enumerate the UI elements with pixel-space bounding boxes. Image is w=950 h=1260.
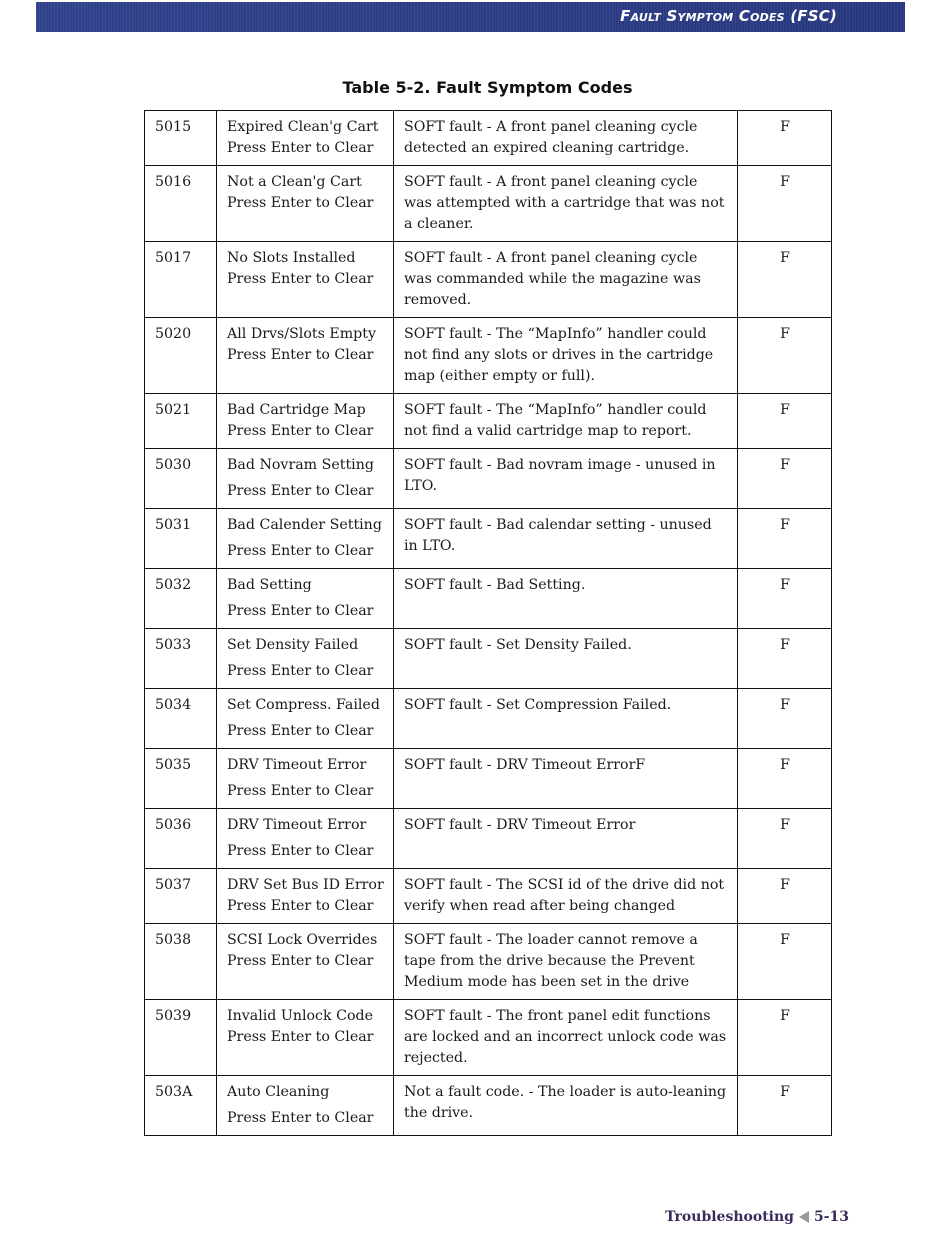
fault-flag: F xyxy=(738,394,832,449)
message-line-2: Press Enter to Clear xyxy=(227,663,374,679)
fault-description: SOFT fault - DRV Timeout Error xyxy=(394,809,738,869)
message-line-2: Press Enter to Clear xyxy=(227,843,374,859)
table-row xyxy=(145,749,832,809)
message-line-1: Bad Novram Setting xyxy=(227,457,374,473)
fault-description: SOFT fault - DRV Timeout ErrorF xyxy=(394,749,738,809)
fault-code: 5030 xyxy=(145,449,217,509)
table-row xyxy=(145,809,832,869)
fault-description: SOFT fault - The “MapInfo” handler could not find a valid cartridge map to report. xyxy=(394,394,738,449)
fault-description: SOFT fault - Bad novram image - unused in LTO. xyxy=(394,449,738,509)
fault-flag: F xyxy=(738,509,832,569)
display-message xyxy=(217,924,394,1000)
table-caption: Table 5-2. Fault Symptom Codes xyxy=(342,78,633,97)
display-message xyxy=(217,166,394,242)
message-line-2: Press Enter to Clear xyxy=(227,140,374,156)
fault-flag: F xyxy=(738,166,832,242)
fault-flag: F xyxy=(738,869,832,924)
message-line-1: Set Density Failed xyxy=(227,637,359,653)
fault-description: SOFT fault - The “MapInfo” handler could not find any slots or drives in the cartridge map (either empty or full). xyxy=(394,318,738,394)
fault-description: SOFT fault - A front panel cleaning cycle was attempted with a cartridge that was not a cleaner. xyxy=(394,166,738,242)
table-body xyxy=(145,111,832,1136)
message-line-1: Bad Setting xyxy=(227,577,312,593)
fault-description: SOFT fault - Bad calendar setting - unused in LTO. xyxy=(394,509,738,569)
fault-code: 5039 xyxy=(145,1000,217,1076)
fault-code: 5016 xyxy=(145,166,217,242)
message-line-1: Expired Clean'g Cart xyxy=(227,119,379,135)
page-number: 5-13 xyxy=(813,1209,849,1225)
table-row xyxy=(145,869,832,924)
message-line-2: Press Enter to Clear xyxy=(227,783,374,799)
fault-flag: F xyxy=(738,569,832,629)
fault-flag: F xyxy=(738,749,832,809)
display-message xyxy=(217,869,394,924)
fault-code: 5034 xyxy=(145,689,217,749)
message-line-2: Press Enter to Clear xyxy=(227,1029,374,1045)
display-message xyxy=(217,689,394,749)
fault-code: 5015 xyxy=(145,111,217,166)
fault-code: 5036 xyxy=(145,809,217,869)
fault-code: 5037 xyxy=(145,869,217,924)
fault-code: 5021 xyxy=(145,394,217,449)
display-message xyxy=(217,318,394,394)
fault-symptom-codes-table xyxy=(144,110,832,1136)
message-line-1: SCSI Lock Overrides xyxy=(227,932,378,948)
fault-flag: F xyxy=(738,1076,832,1136)
display-message xyxy=(217,749,394,809)
message-line-2: Press Enter to Clear xyxy=(227,1110,374,1126)
display-message xyxy=(217,1076,394,1136)
message-line-1: Set Compress. Failed xyxy=(227,697,380,713)
message-line-2: Press Enter to Clear xyxy=(227,603,374,619)
message-line-1: DRV Timeout Error xyxy=(227,817,367,833)
display-message xyxy=(217,449,394,509)
fault-description: SOFT fault - A front panel cleaning cycle was commanded while the magazine was removed. xyxy=(394,242,738,318)
fault-description: Not a fault code. - The loader is auto-leaning the drive. xyxy=(394,1076,738,1136)
message-line-2: Press Enter to Clear xyxy=(227,953,374,969)
message-line-1: Not a Clean'g Cart xyxy=(227,174,362,190)
fault-flag: F xyxy=(738,924,832,1000)
table-row xyxy=(145,924,832,1000)
display-message xyxy=(217,629,394,689)
fault-description: SOFT fault - A front panel cleaning cycle detected an expired cleaning cartridge. xyxy=(394,111,738,166)
fault-description: SOFT fault - The SCSI id of the drive did not verify when read after being changed xyxy=(394,869,738,924)
message-line-1: Bad Calender Setting xyxy=(227,517,382,533)
fault-flag: F xyxy=(738,111,832,166)
header-bar xyxy=(36,2,905,32)
display-message xyxy=(217,242,394,318)
display-message xyxy=(217,809,394,869)
table-row xyxy=(145,111,832,166)
table-row xyxy=(145,318,832,394)
message-line-2: Press Enter to Clear xyxy=(227,195,374,211)
display-message xyxy=(217,111,394,166)
message-line-2: Press Enter to Clear xyxy=(227,271,374,287)
footer-section: Troubleshooting xyxy=(665,1209,794,1225)
fault-flag: F xyxy=(738,689,832,749)
fault-code: 5033 xyxy=(145,629,217,689)
message-line-1: DRV Set Bus ID Error xyxy=(227,877,384,893)
message-line-2: Press Enter to Clear xyxy=(227,543,374,559)
display-message xyxy=(217,509,394,569)
message-line-1: No Slots Installed xyxy=(227,250,356,266)
fault-flag: F xyxy=(738,242,832,318)
fault-description: SOFT fault - The front panel edit functions are locked and an incorrect unlock code was rejected. xyxy=(394,1000,738,1076)
message-line-2: Press Enter to Clear xyxy=(227,723,374,739)
fault-description: SOFT fault - Set Density Failed. xyxy=(394,629,738,689)
fault-description: SOFT fault - Bad Setting. xyxy=(394,569,738,629)
fault-flag: F xyxy=(738,809,832,869)
fault-code: 503A xyxy=(145,1076,217,1136)
fault-flag: F xyxy=(738,1000,832,1076)
left-arrow-icon xyxy=(799,1211,809,1223)
message-line-2: Press Enter to Clear xyxy=(227,423,374,439)
fault-code: 5038 xyxy=(145,924,217,1000)
table-row xyxy=(145,1076,832,1136)
section-title: Fault Symptom Codes (FSC) xyxy=(620,7,837,25)
fault-code: 5017 xyxy=(145,242,217,318)
fault-flag: F xyxy=(738,318,832,394)
message-line-2: Press Enter to Clear xyxy=(227,483,374,499)
display-message xyxy=(217,1000,394,1076)
table-row xyxy=(145,166,832,242)
display-message xyxy=(217,569,394,629)
table-row xyxy=(145,394,832,449)
table-row xyxy=(145,242,832,318)
message-line-2: Press Enter to Clear xyxy=(227,898,374,914)
fault-code: 5035 xyxy=(145,749,217,809)
message-line-1: Bad Cartridge Map xyxy=(227,402,366,418)
fault-code: 5020 xyxy=(145,318,217,394)
table-row xyxy=(145,1000,832,1076)
message-line-1: All Drvs/Slots Empty xyxy=(227,326,376,342)
table-row xyxy=(145,569,832,629)
fault-flag: F xyxy=(738,449,832,509)
fault-code: 5031 xyxy=(145,509,217,569)
display-message xyxy=(217,394,394,449)
page-footer xyxy=(665,1209,849,1225)
table-row xyxy=(145,449,832,509)
fault-flag: F xyxy=(738,629,832,689)
message-line-1: Auto Cleaning xyxy=(227,1084,330,1100)
fault-code: 5032 xyxy=(145,569,217,629)
table-row xyxy=(145,509,832,569)
message-line-1: Invalid Unlock Code xyxy=(227,1008,373,1024)
message-line-2: Press Enter to Clear xyxy=(227,347,374,363)
fault-description: SOFT fault - Set Compression Failed. xyxy=(394,689,738,749)
table-row xyxy=(145,689,832,749)
fault-description: SOFT fault - The loader cannot remove a tape from the drive because the Prevent Medium mode has been set in the drive xyxy=(394,924,738,1000)
table-row xyxy=(145,629,832,689)
message-line-1: DRV Timeout Error xyxy=(227,757,367,773)
